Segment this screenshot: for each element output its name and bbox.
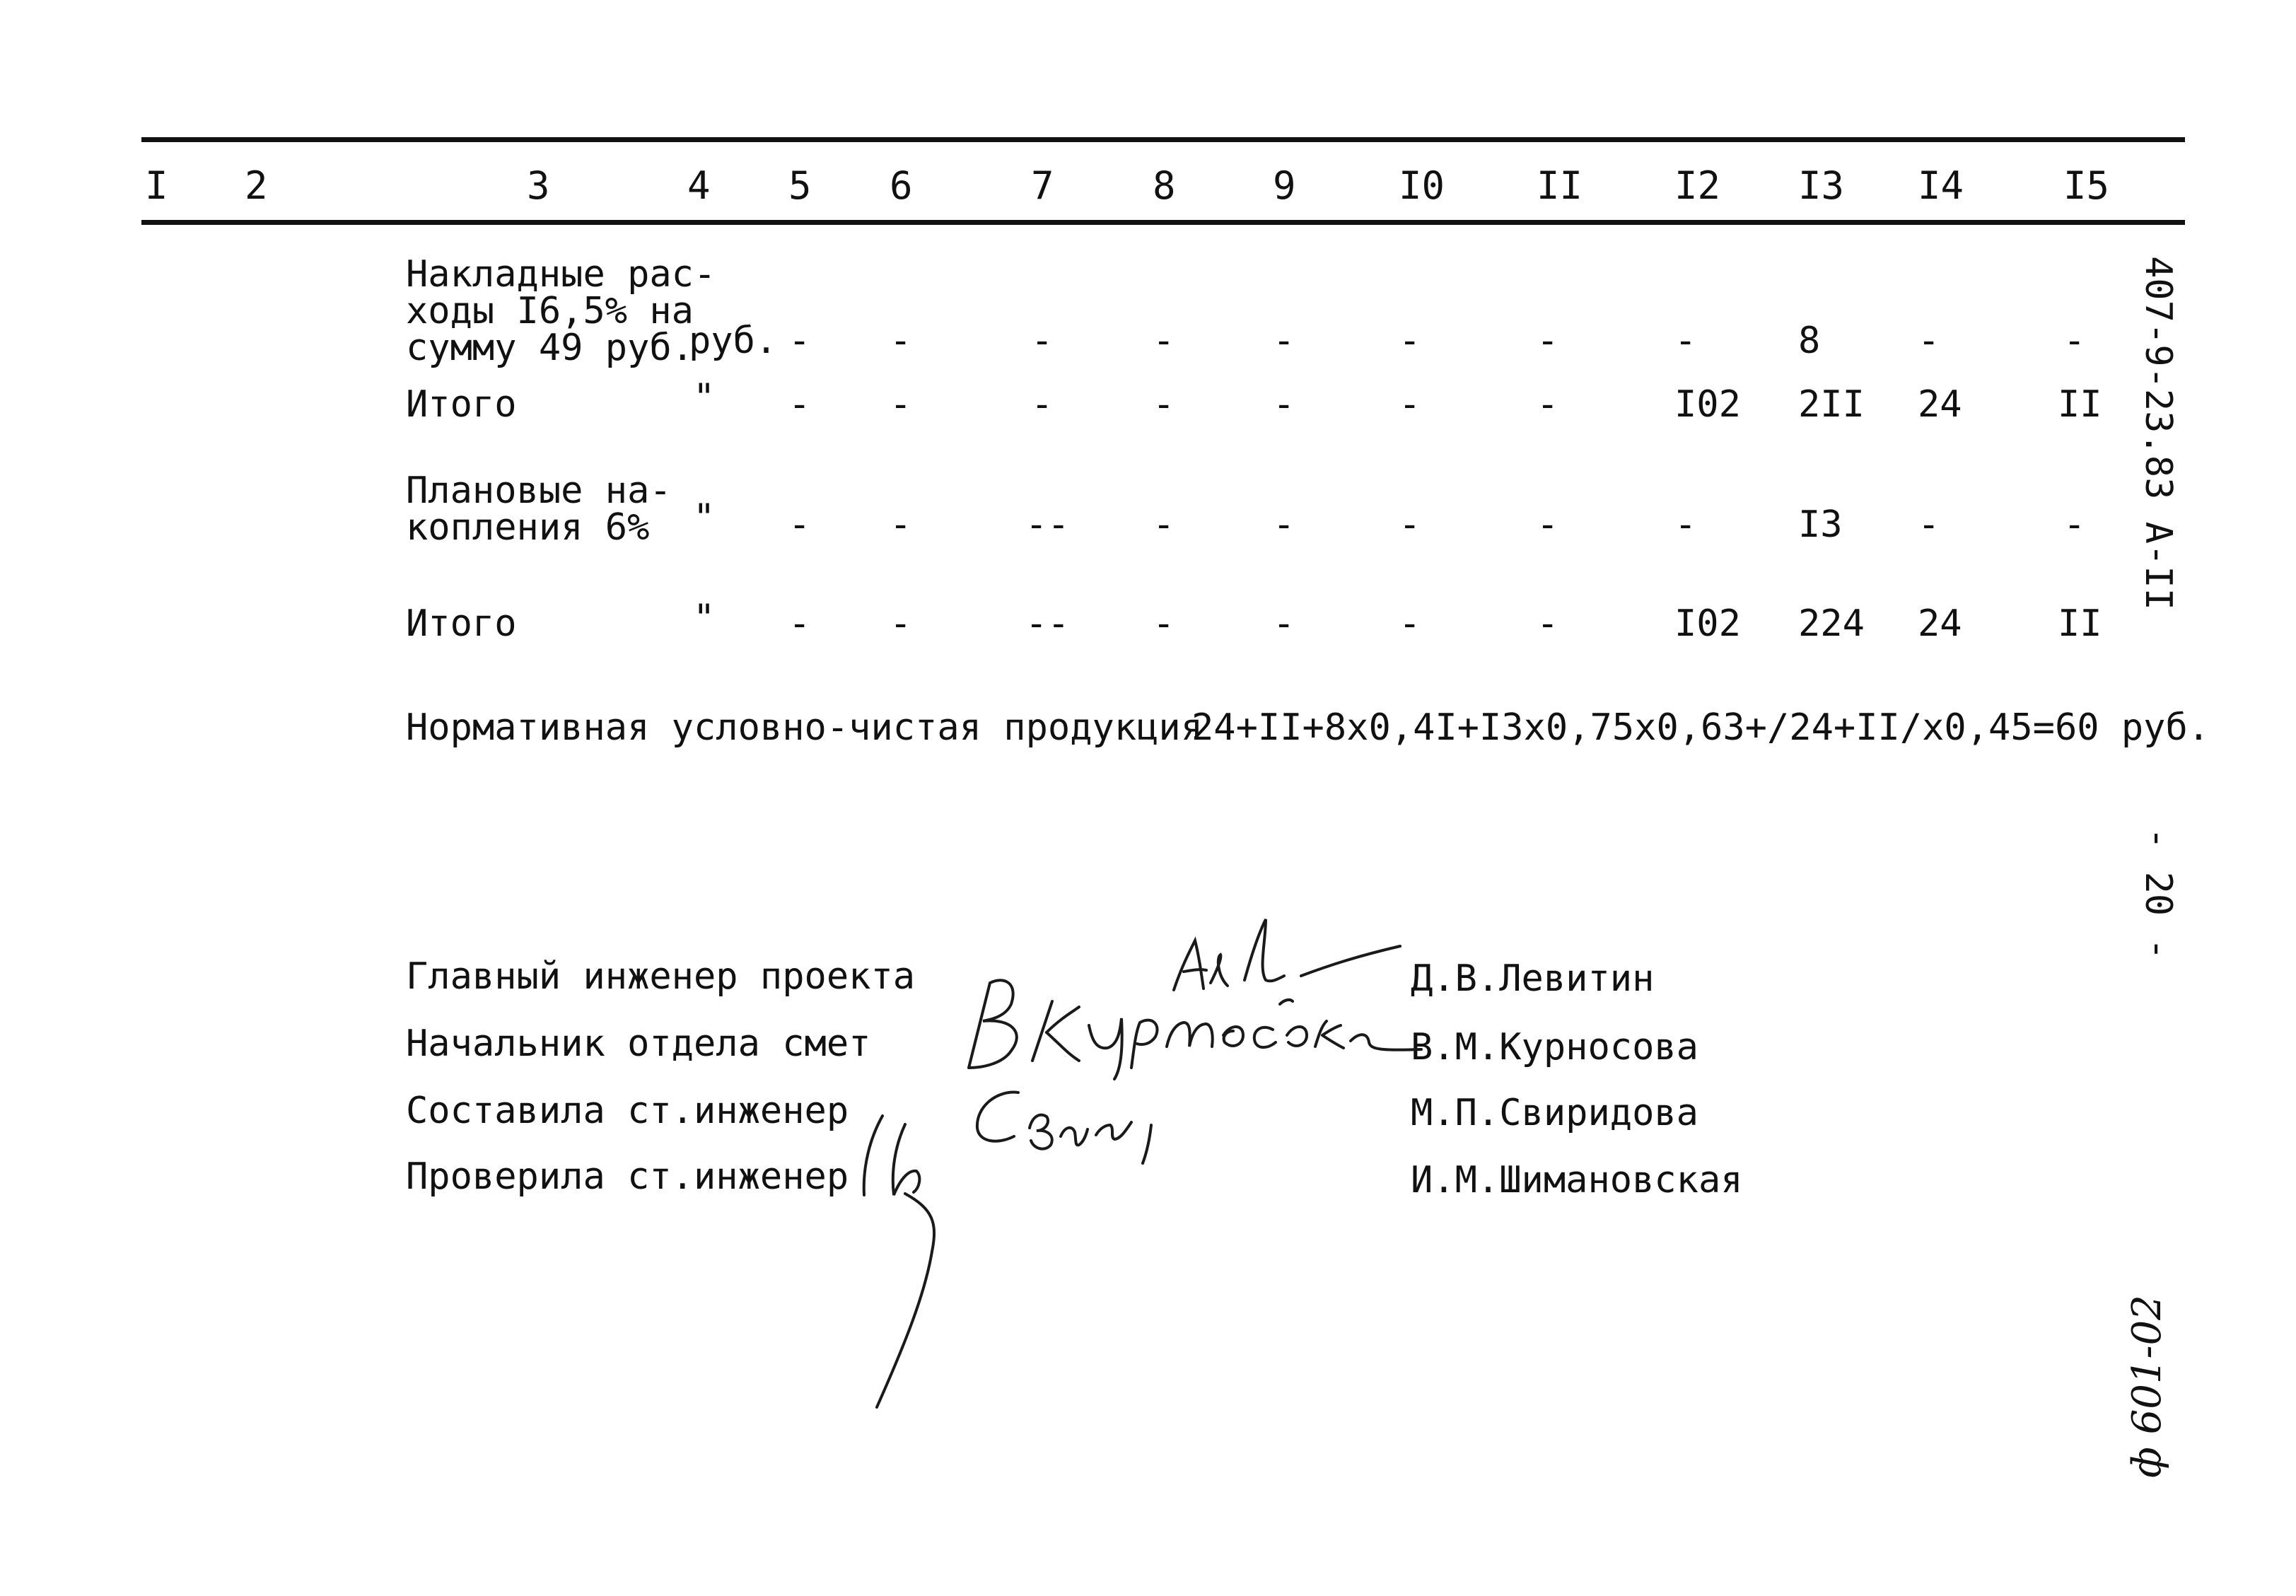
- cell-col-12: -: [1674, 503, 1697, 546]
- cell-col-14: -: [1918, 503, 1940, 546]
- signature-sviridova: [969, 1085, 1174, 1163]
- cell-col-11: -: [1537, 383, 1559, 426]
- signatory-role: Проверила ст.инженер: [406, 1155, 849, 1198]
- row-unit: ": [693, 597, 716, 639]
- column-header-11: II: [1537, 163, 1583, 208]
- column-header-4: 4: [687, 163, 711, 208]
- cell-col-11: -: [1537, 503, 1559, 546]
- signatory-role: Составила ст.инженер: [406, 1090, 849, 1132]
- column-header-10: I0: [1399, 163, 1445, 208]
- cell-col-13: 224: [1798, 602, 1865, 645]
- signatory-name: М.П.Свиридова: [1411, 1092, 1698, 1134]
- header-top-rule: [141, 137, 2185, 142]
- cell-col-9: -: [1273, 602, 1295, 645]
- column-header-7: 7: [1031, 163, 1054, 208]
- row-label: Итого: [406, 383, 517, 426]
- cell-col-14: 24: [1918, 602, 1962, 645]
- cell-col-8: -: [1153, 383, 1175, 426]
- row-label-line: копления 6%: [406, 506, 650, 549]
- cell-col-10: -: [1399, 383, 1421, 426]
- row-label-line: ходы I6,5% на: [406, 290, 694, 332]
- signatory-role: Главный инженер проекта: [406, 955, 916, 998]
- cell-col-8: -: [1153, 320, 1175, 362]
- cell-col-11: -: [1537, 320, 1559, 362]
- row-label: Итого: [406, 602, 517, 645]
- cell-col-6: -: [890, 602, 912, 645]
- cell-col-6: -: [890, 383, 912, 426]
- cell-col-5: -: [788, 320, 811, 362]
- cell-col-15: II: [2058, 602, 2102, 645]
- cell-col-15: II: [2058, 383, 2102, 426]
- column-header-14: I4: [1918, 163, 1964, 208]
- cell-col-7: -: [1031, 383, 1054, 426]
- cell-col-11: -: [1537, 602, 1559, 645]
- cell-col-14: -: [1918, 320, 1940, 362]
- cell-col-10: -: [1399, 320, 1421, 362]
- row-label: [406, 253, 716, 369]
- cell-col-14: 24: [1918, 383, 1962, 426]
- margin-document-code: 407-9-23.83 А-II: [2137, 256, 2179, 610]
- cell-col-13: I3: [1798, 503, 1843, 546]
- row-unit: ": [693, 376, 716, 419]
- signature-kurnosova: [940, 962, 1421, 1082]
- cell-col-5: -: [788, 602, 811, 645]
- cell-col-12: I02: [1674, 602, 1741, 645]
- row-unit: ": [693, 496, 716, 539]
- cell-col-7: --: [1025, 503, 1070, 546]
- signatory-name: И.М.Шимановская: [1411, 1159, 1743, 1201]
- signatory-name: Д.В.Левитин: [1411, 957, 1655, 1000]
- cell-col-12: I02: [1674, 383, 1741, 426]
- cell-col-15: -: [2063, 503, 2086, 546]
- cell-col-5: -: [788, 503, 811, 546]
- cell-col-5: -: [788, 383, 811, 426]
- header-bottom-rule: [141, 220, 2185, 225]
- cell-col-6: -: [890, 503, 912, 546]
- cell-col-7: -: [1031, 320, 1054, 362]
- column-header-2: 2: [245, 163, 268, 208]
- margin-page-number: - 20 -: [2137, 827, 2179, 960]
- cell-col-8: -: [1153, 602, 1175, 645]
- signatory-role: Начальник отдела смет: [406, 1023, 871, 1065]
- cell-col-12: -: [1674, 320, 1697, 362]
- signatory-name: В.М.Курносова: [1411, 1026, 1698, 1068]
- row-label-line: Плановые на-: [406, 470, 672, 512]
- row-label-line: Накладные рас-: [406, 253, 716, 296]
- cell-col-15: -: [2063, 320, 2086, 362]
- cell-col-10: -: [1399, 503, 1421, 546]
- cell-col-13: 8: [1798, 320, 1821, 362]
- column-header-8: 8: [1153, 163, 1176, 208]
- margin-handwritten-code: ф 601-02: [2124, 1295, 2170, 1478]
- row-label: [406, 470, 672, 549]
- cell-col-9: -: [1273, 383, 1295, 426]
- cell-col-13: 2II: [1798, 383, 1865, 426]
- column-header-9: 9: [1273, 163, 1296, 208]
- column-header-3: 3: [527, 163, 550, 208]
- normative-label: Нормативная условно-чистая продукция: [406, 706, 1204, 749]
- normative-formula: 24+II+8x0,4I+I3x0,75x0,63+/24+II/x0,45=60 руб.: [1191, 706, 2210, 749]
- column-header-15: I5: [2063, 163, 2110, 208]
- cell-col-9: -: [1273, 320, 1295, 362]
- column-header-6: 6: [890, 163, 913, 208]
- cell-col-7: --: [1025, 602, 1070, 645]
- cell-col-6: -: [890, 320, 912, 362]
- column-header-5: 5: [788, 163, 812, 208]
- column-header-13: I3: [1798, 163, 1845, 208]
- signature-checker: [849, 1103, 990, 1414]
- row-label-line: сумму 49 руб.: [406, 327, 694, 369]
- column-header-12: I2: [1674, 163, 1721, 208]
- row-unit: руб.: [689, 320, 778, 362]
- column-header-1: I: [145, 163, 168, 208]
- cell-col-8: -: [1153, 503, 1175, 546]
- cell-col-10: -: [1399, 602, 1421, 645]
- cell-col-9: -: [1273, 503, 1295, 546]
